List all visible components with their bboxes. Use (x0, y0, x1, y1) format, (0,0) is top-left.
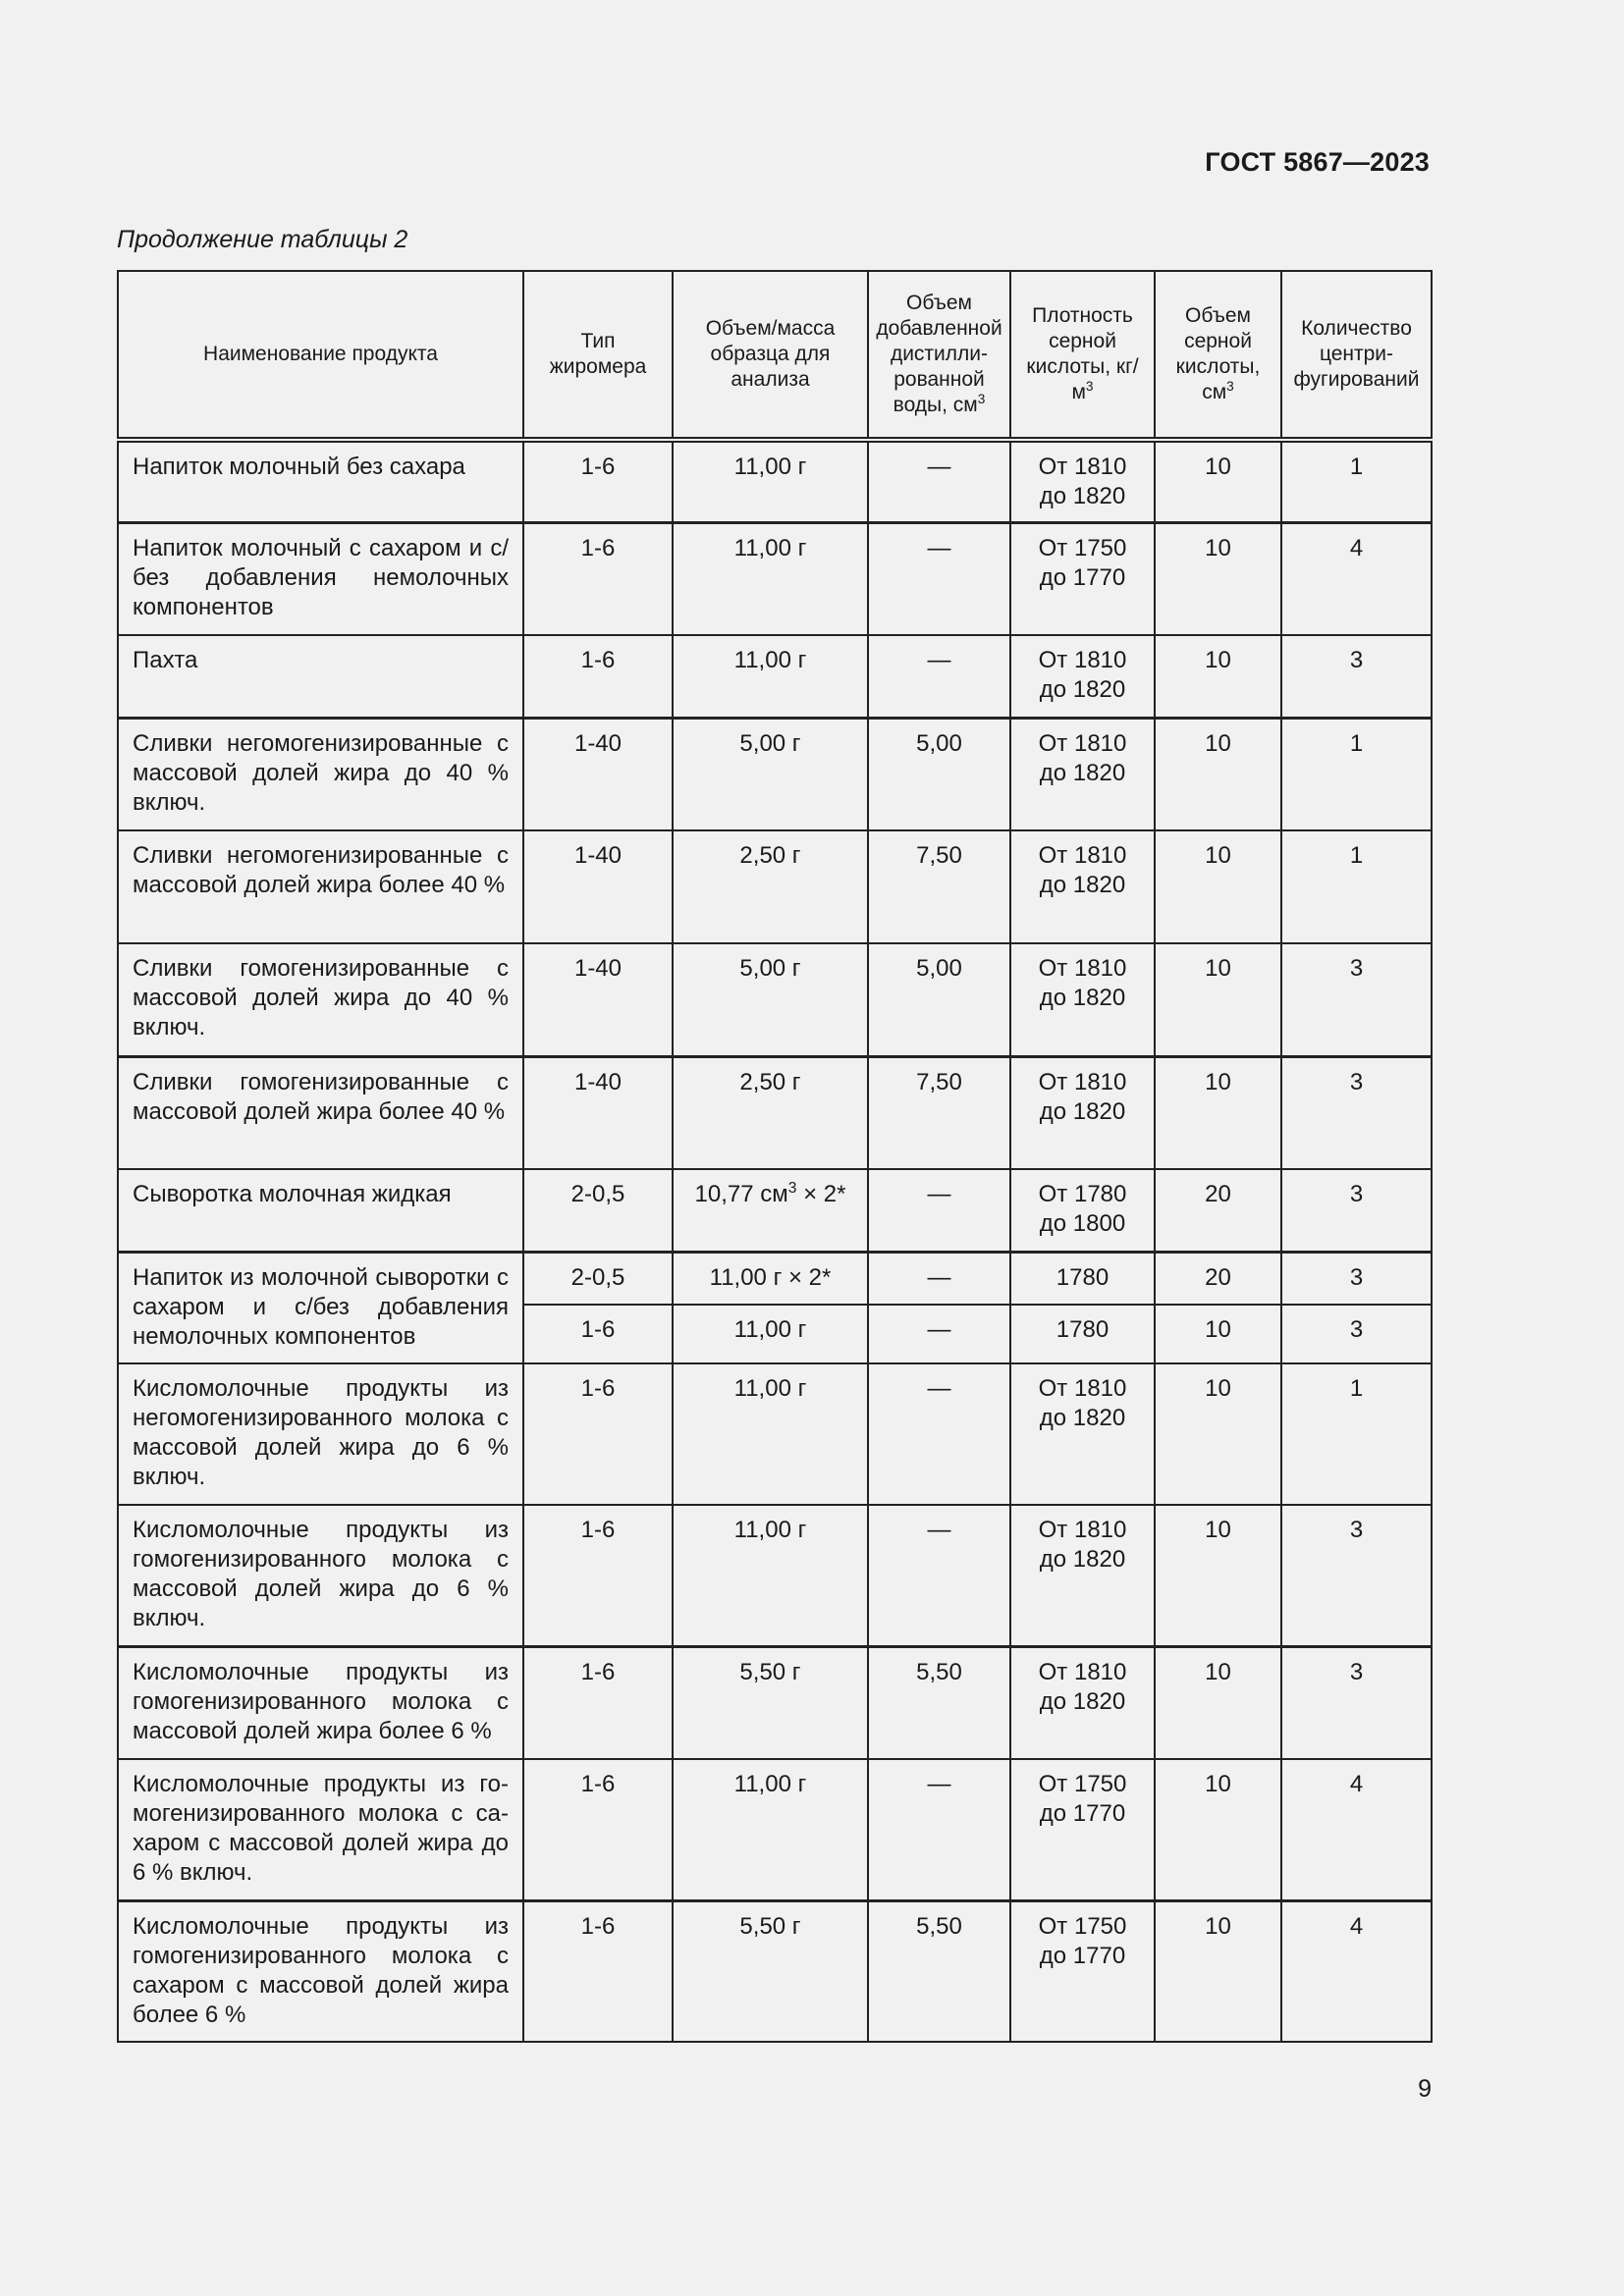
butyrometer-type: 1-40 (523, 830, 673, 943)
page-number: 9 (1418, 2075, 1432, 2103)
acid-volume: 10 (1155, 830, 1281, 943)
water-volume: — (868, 635, 1010, 718)
acid-volume: 10 (1155, 1505, 1281, 1646)
acid-volume: 10 (1155, 635, 1281, 718)
acid-density: От 1780 до 1800 (1010, 1169, 1155, 1252)
water-volume: — (868, 1305, 1010, 1363)
butyrometer-type: 1-6 (523, 1363, 673, 1505)
sample-mass: 5,00 г (673, 943, 868, 1056)
centrifugation-count: 3 (1281, 1505, 1432, 1646)
centrifugation-count: 1 (1281, 440, 1432, 522)
product-name: Кисломолочные продукты из гомогенизированного молока с сахаром с массовой долей жира до 6 % включ. (118, 1759, 523, 1900)
water-volume: — (868, 1169, 1010, 1252)
table-row (118, 635, 1432, 718)
header-acid-density: Плотность серной кислоты, $кг/м^3$ (1010, 271, 1155, 440)
butyrometer-type: 1-6 (523, 522, 673, 635)
centrifugation-count: 3 (1281, 1252, 1432, 1305)
butyrometer-type: 1-40 (523, 943, 673, 1056)
sample-mass: 11,00 г (673, 1505, 868, 1646)
butyrometer-type: 2-0,5 (523, 1252, 673, 1305)
water-volume: 5,00 (868, 943, 1010, 1056)
acid-volume: 10 (1155, 1646, 1281, 1759)
butyrometer-type: 1-6 (523, 440, 673, 522)
sample-mass: 11,00 г × 2* (673, 1252, 868, 1305)
table-row (118, 1759, 1432, 1900)
document-header: ГОСТ 5867—2023 (1205, 147, 1430, 177)
water-volume: — (868, 440, 1010, 522)
table-row (118, 1169, 1432, 1252)
acid-volume: 20 (1155, 1169, 1281, 1252)
product-name: Напиток молочный с сахаром и с/без добавления немолочных компонентов (118, 522, 523, 635)
acid-density: От 1810 до 1820 (1010, 1646, 1155, 1759)
sample-mass: 2,50 г (673, 1056, 868, 1169)
butyrometer-type: 1-6 (523, 1900, 673, 2042)
water-volume: — (868, 1505, 1010, 1646)
acid-density: От 1750 до 1770 (1010, 522, 1155, 635)
centrifugation-count: 3 (1281, 635, 1432, 718)
table-header-row (118, 271, 1432, 440)
table-row (118, 1900, 1432, 2042)
product-name: Сыворотка молочная жидкая (118, 1169, 523, 1252)
acid-density: От 1810 до 1820 (1010, 440, 1155, 522)
acid-density: От 1750 до 1770 (1010, 1900, 1155, 2042)
table-row (118, 522, 1432, 635)
acid-volume: 10 (1155, 1759, 1281, 1900)
butyrometer-type: 1-6 (523, 635, 673, 718)
centrifugation-count: 1 (1281, 718, 1432, 830)
table-row (118, 1505, 1432, 1646)
header-water-volume: Объем добавленной дистиллированной воды, $см^3$ (868, 271, 1010, 440)
centrifugation-count: 3 (1281, 1169, 1432, 1252)
product-name: Сливки гомогенизированные с массовой долей жира до 40 % включ. (118, 943, 523, 1056)
water-volume: — (868, 1759, 1010, 1900)
water-volume: — (868, 1363, 1010, 1505)
centrifugation-count: 4 (1281, 1900, 1432, 2042)
header-product-name: Наименование продукта (118, 271, 523, 440)
table-row (118, 718, 1432, 830)
product-name: Напиток из молочной сыворотки с сахаром и с/без добавления немолочных компонентов (118, 1252, 523, 1363)
centrifugation-count: 3 (1281, 1305, 1432, 1363)
table-row (118, 943, 1432, 1056)
butyrometer-type: 2-0,5 (523, 1169, 673, 1252)
water-volume: 7,50 (868, 830, 1010, 943)
centrifugation-count: 3 (1281, 943, 1432, 1056)
water-volume: 5,50 (868, 1900, 1010, 2042)
centrifugation-count: 4 (1281, 1759, 1432, 1900)
water-volume: 7,50 (868, 1056, 1010, 1169)
table-row (118, 440, 1432, 522)
acid-volume: 10 (1155, 718, 1281, 830)
acid-density: От 1810 до 1820 (1010, 1505, 1155, 1646)
centrifugation-count: 3 (1281, 1646, 1432, 1759)
header-sample-volume-mass: Объем/масса образца для анализа (673, 271, 868, 440)
sample-mass: 10,77 $см^3 \times 2*$ (673, 1169, 868, 1252)
acid-volume: 10 (1155, 1056, 1281, 1169)
sample-mass: 11,00 г (673, 635, 868, 718)
butyrometer-type: 1-40 (523, 718, 673, 830)
acid-volume: 10 (1155, 440, 1281, 522)
water-volume: 5,00 (868, 718, 1010, 830)
water-volume: — (868, 1252, 1010, 1305)
table-row (118, 1252, 1432, 1305)
table-row (118, 1056, 1432, 1169)
header-centrifugations: Количество центрифугирований (1281, 271, 1432, 440)
product-name: Сливки негомогенизированные с массовой долей жира до 40 % включ. (118, 718, 523, 830)
acid-density: От 1810 до 1820 (1010, 1056, 1155, 1169)
product-name: Пахта (118, 635, 523, 718)
acid-volume: 10 (1155, 1363, 1281, 1505)
butyrometer-type: 1-6 (523, 1505, 673, 1646)
table-row (118, 1363, 1432, 1505)
acid-volume: 10 (1155, 1900, 1281, 2042)
centrifugation-count: 3 (1281, 1056, 1432, 1169)
acid-volume: 10 (1155, 1305, 1281, 1363)
sample-mass: 2,50 г (673, 830, 868, 943)
centrifugation-count: 1 (1281, 830, 1432, 943)
product-name: Кисломолочные продукты из негомогенизированного молока с массовой долей жира до 6 % включ. (118, 1363, 523, 1505)
product-name: Кисломолочные продукты из гомогенизированного молока с массовой долей жира до 6 % включ. (118, 1505, 523, 1646)
product-name: Сливки гомогенизированные с массовой долей жира более 40 % (118, 1056, 523, 1169)
butyrometer-type: 1-6 (523, 1759, 673, 1900)
product-name: Кисломолочные продукты из гомогенизированного молока с массовой долей жира более 6 % (118, 1646, 523, 1759)
product-name: Кисломолочные продукты из гомогенизированного молока с сахаром с массовой долей жира более 6 % (118, 1900, 523, 2042)
butyrometer-type: 1-40 (523, 1056, 673, 1169)
table-2 (117, 270, 1433, 2043)
acid-density: От 1750 до 1770 (1010, 1759, 1155, 1900)
acid-volume: 10 (1155, 522, 1281, 635)
acid-density: От 1810 до 1820 (1010, 830, 1155, 943)
butyrometer-type: 1-6 (523, 1646, 673, 1759)
product-name: Напиток молочный без сахара (118, 440, 523, 522)
acid-density: От 1810 до 1820 (1010, 718, 1155, 830)
sample-mass: 11,00 г (673, 522, 868, 635)
sample-mass: 5,50 г (673, 1900, 868, 2042)
acid-density: 1780 (1010, 1252, 1155, 1305)
table-caption: Продолжение таблицы 2 (117, 226, 408, 253)
sample-mass: 5,00 г (673, 718, 868, 830)
sample-mass: 11,00 г (673, 1305, 868, 1363)
acid-density: От 1810 до 1820 (1010, 635, 1155, 718)
sample-mass: 11,00 г (673, 1363, 868, 1505)
header-acid-volume: Объем серной кислоты, $см^3$ (1155, 271, 1281, 440)
table-row (118, 830, 1432, 943)
sample-mass: 11,00 г (673, 440, 868, 522)
acid-density: От 1810 до 1820 (1010, 1363, 1155, 1505)
product-name: Сливки негомогенизированные с массовой долей жира более 40 % (118, 830, 523, 943)
table-row (118, 1646, 1432, 1759)
acid-density: От 1810 до 1820 (1010, 943, 1155, 1056)
water-volume: — (868, 522, 1010, 635)
sample-mass: 11,00 г (673, 1759, 868, 1900)
header-butyrometer-type: Тип жиромера (523, 271, 673, 440)
acid-volume: 20 (1155, 1252, 1281, 1305)
water-volume: 5,50 (868, 1646, 1010, 1759)
centrifugation-count: 1 (1281, 1363, 1432, 1505)
sample-mass: 5,50 г (673, 1646, 868, 1759)
acid-density: 1780 (1010, 1305, 1155, 1363)
acid-volume: 10 (1155, 943, 1281, 1056)
butyrometer-type: 1-6 (523, 1305, 673, 1363)
centrifugation-count: 4 (1281, 522, 1432, 635)
